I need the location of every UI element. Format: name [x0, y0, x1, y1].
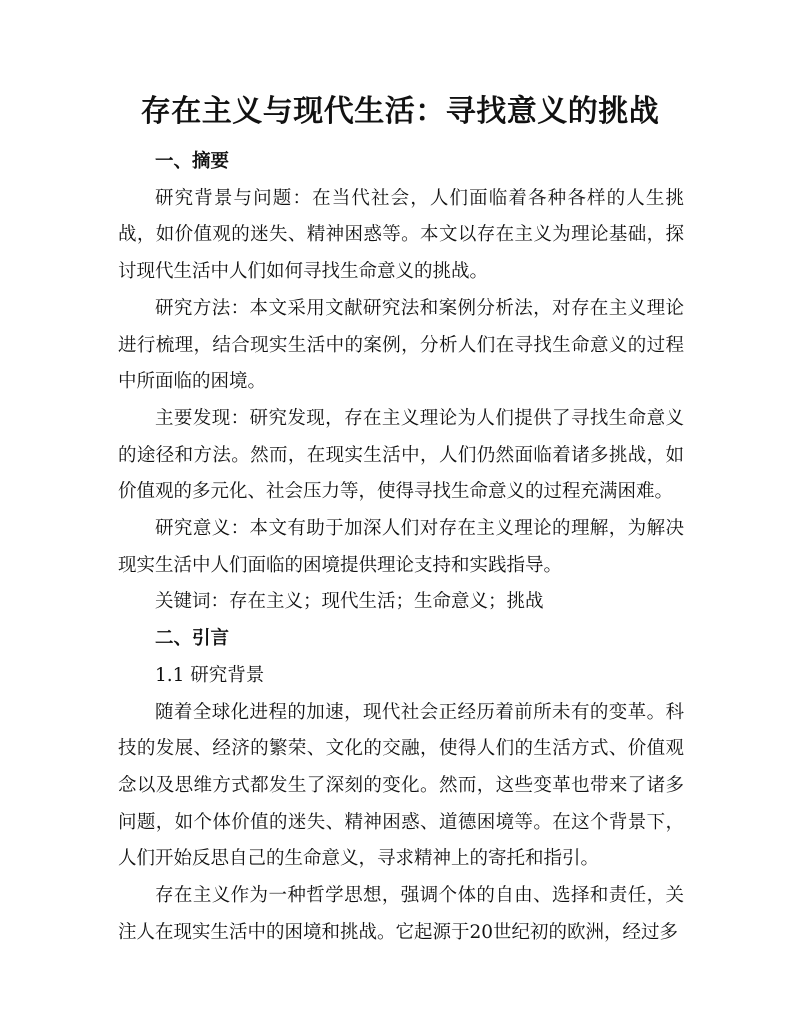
abstract-findings-paragraph: 主要发现：研究发现，存在主义理论为人们提供了寻找生命意义的途径和方法。然而，在现实生活中，人们仍然面临着诸多挑战，如价值观的多元化、社会压力等，使得寻找生命意义的过程充满困难。 [118, 407, 684, 503]
abstract-background-paragraph: 研究背景与问题：在当代社会，人们面临着各种各样的人生挑战，如价值观的迷失、精神困惑等。本文以存在主义为理论基础，探讨现代生活中人们如何寻找生命意义的挑战。 [118, 187, 684, 283]
introduction-paragraph-2: 存在主义作为一种哲学思想，强调个体的自由、选择和责任，关注人在现实生活中的困境和挑战。它起源于20世纪初的欧洲，经过多 [118, 885, 684, 943]
document-body [118, 144, 684, 951]
subsection-heading-background: 1.1 研究背景 [155, 664, 265, 686]
abstract-significance-paragraph: 研究意义：本文有助于加深人们对存在主义理论的理解，为解决现实生活中人们面临的困境提供理论支持和实践指导。 [118, 518, 684, 576]
document-title: 存在主义与现代生活：寻找意义的挑战 [140, 94, 660, 129]
keywords-line: 关键词：存在主义；现代生活；生命意义；挑战 [155, 591, 544, 613]
section-heading-introduction: 二、引言 [155, 628, 230, 650]
section-heading-abstract: 一、摘要 [155, 151, 230, 172]
introduction-paragraph-1: 随着全球化进程的加速，现代社会正经历着前所未有的变革。科技的发展、经济的繁荣、文化的交融，使得人们的生活方式、价值观念以及思维方式都发生了深刻的变化。然而，这些变革也带来了诸多问题，如个体价值的迷失、精神困惑、道德困境等。在这个背景下，人们开始反思自己的生命意义，寻求精神上的寄托和指引。 [118, 701, 684, 870]
abstract-method-paragraph: 研究方法：本文采用文献研究法和案例分析法，对存在主义理论进行梳理，结合现实生活中的案例，分析人们在寻找生命意义的过程中所面临的困境。 [118, 297, 684, 393]
